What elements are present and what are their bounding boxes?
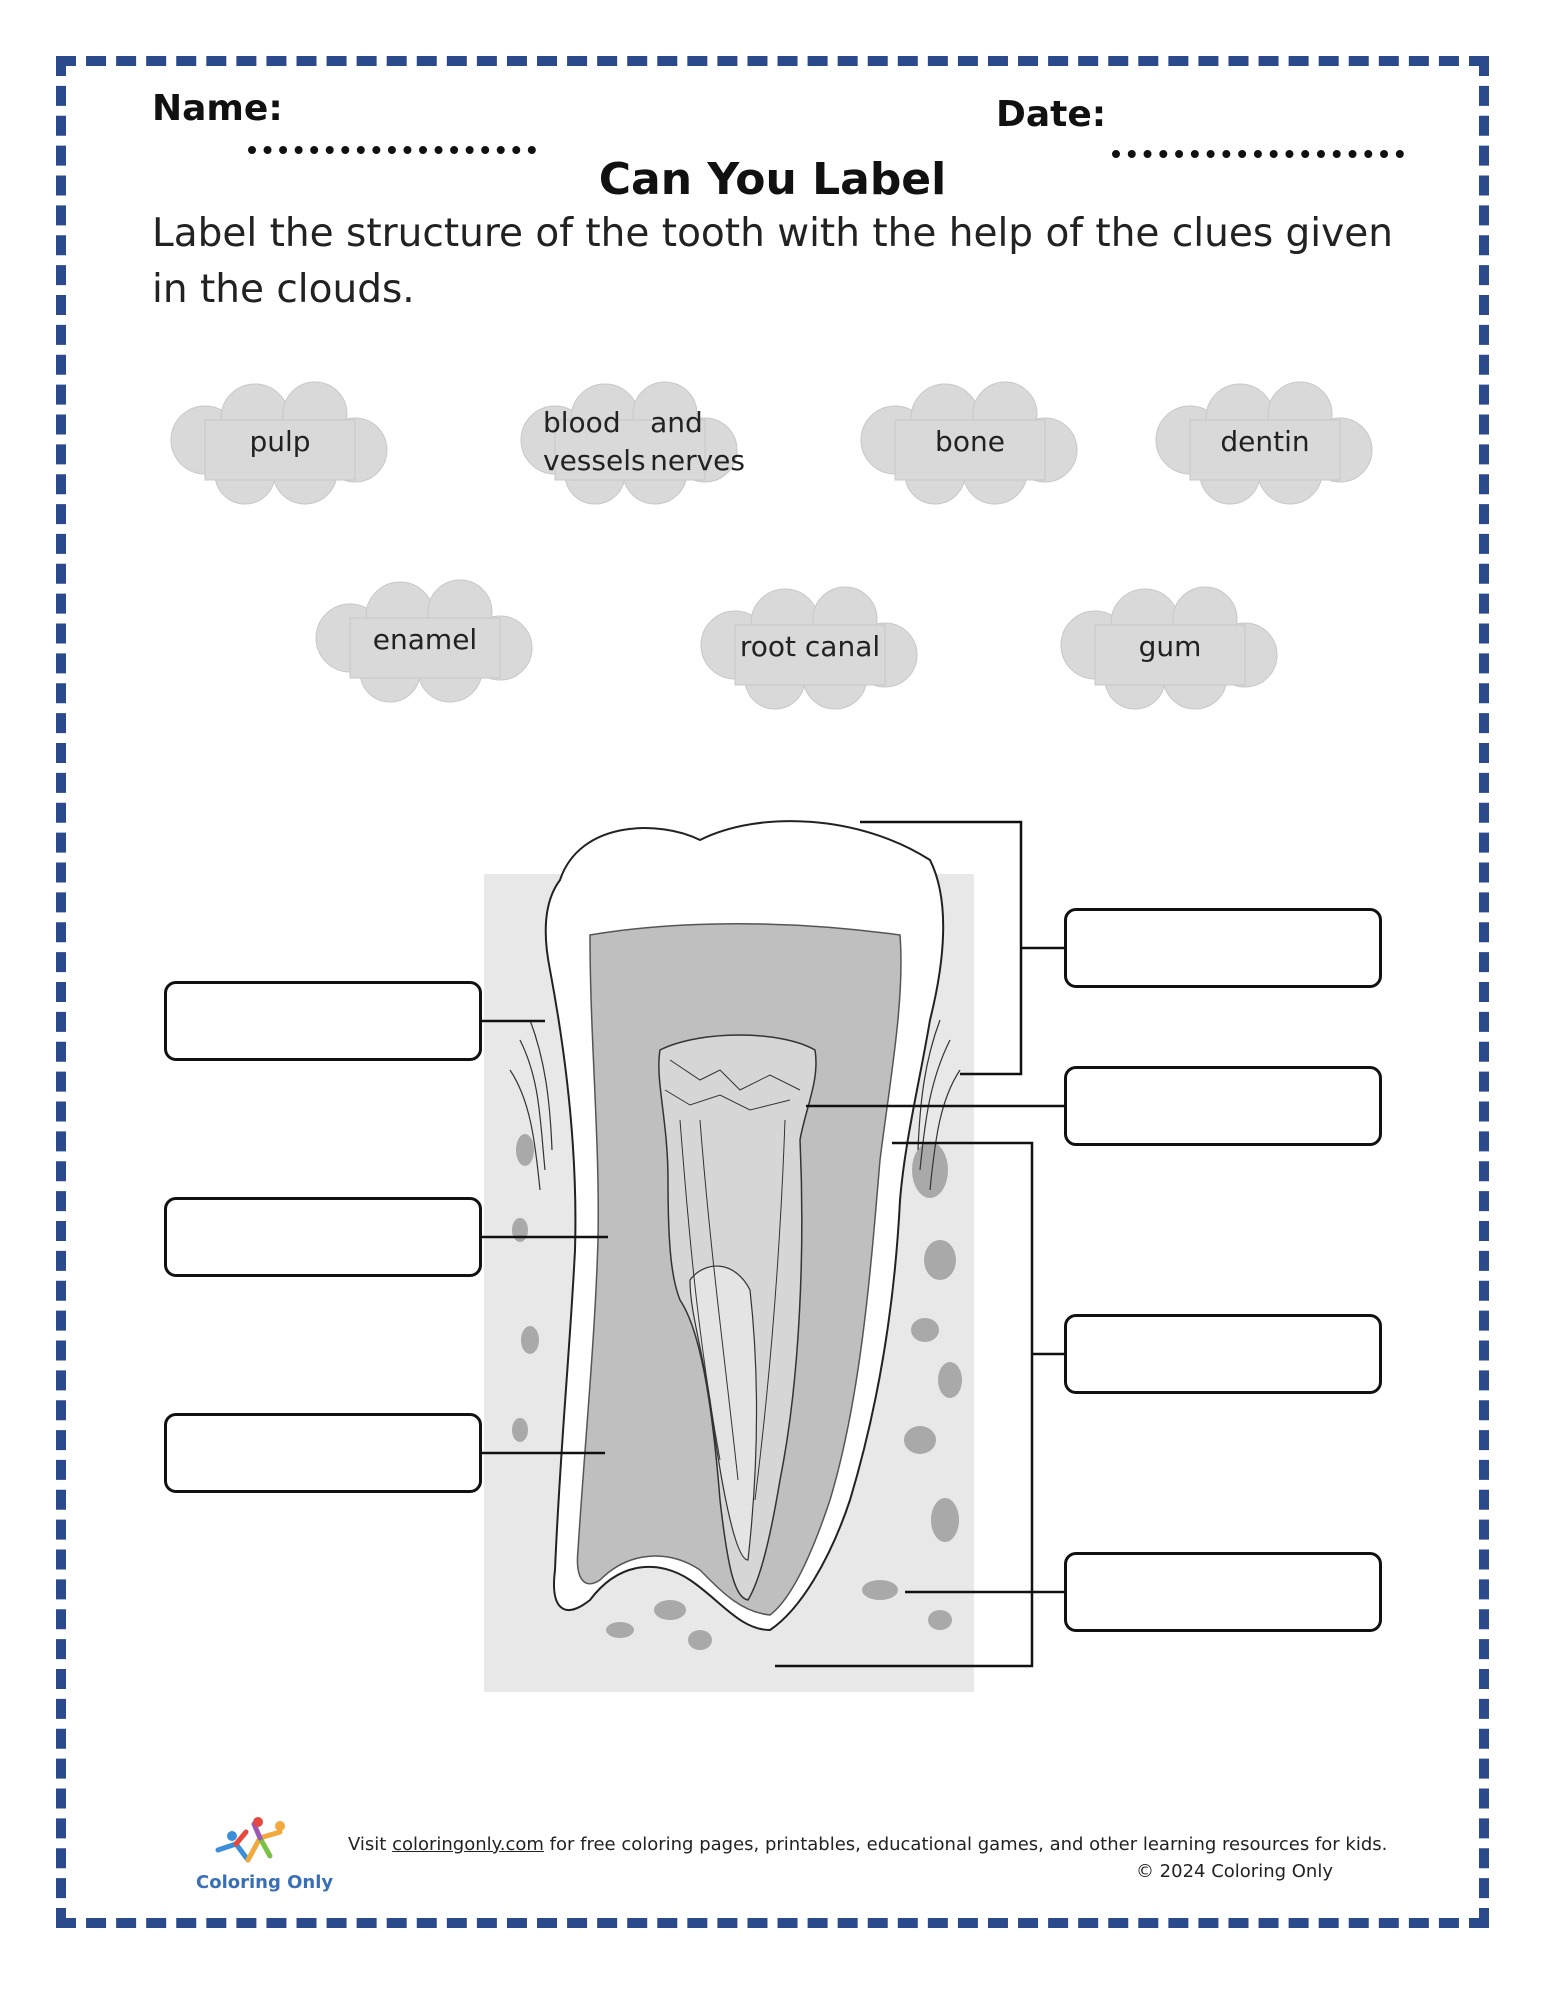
answer-box-left-2[interactable] — [164, 1197, 482, 1277]
answer-box-right-3[interactable] — [1064, 1314, 1382, 1394]
date-label: Date: — [996, 94, 1107, 135]
answer-box-right-2[interactable] — [1064, 1066, 1382, 1146]
footer-visit-prefix: Visit — [348, 1834, 393, 1855]
clue-blood-vessels-line1: blood vessels — [543, 406, 646, 477]
logo-text: Coloring Only — [196, 1872, 334, 1893]
clue-blood-vessels-line2: and nerves — [650, 406, 745, 477]
footer-visit-suffix: for free coloring pages, printables, educational games, and other learning resources for kids. — [543, 1834, 1388, 1855]
copyright-text: © 2024 Coloring Only — [1135, 1861, 1333, 1882]
clue-root-canal: root canal — [739, 630, 881, 663]
clue-gum: gum — [1138, 630, 1202, 663]
answer-box-left-3[interactable] — [164, 1413, 482, 1493]
coloringonly-link[interactable]: coloringonly.com — [392, 1834, 544, 1855]
instructions-text: Label the structure of the tooth with the help of the clues given in the clouds. — [152, 211, 1393, 312]
page-title: Can You Label — [598, 154, 947, 205]
name-label: Name: — [152, 88, 283, 129]
answer-box-right-4[interactable] — [1064, 1552, 1382, 1632]
clue-bone: bone — [935, 425, 1005, 458]
answer-box-right-1[interactable] — [1064, 908, 1382, 988]
clue-dentin: dentin — [1220, 425, 1310, 458]
clue-pulp: pulp — [249, 425, 311, 458]
footer-visit-text — [348, 1834, 1387, 1855]
answer-box-left-1[interactable] — [164, 981, 482, 1061]
clue-enamel: enamel — [372, 623, 478, 656]
